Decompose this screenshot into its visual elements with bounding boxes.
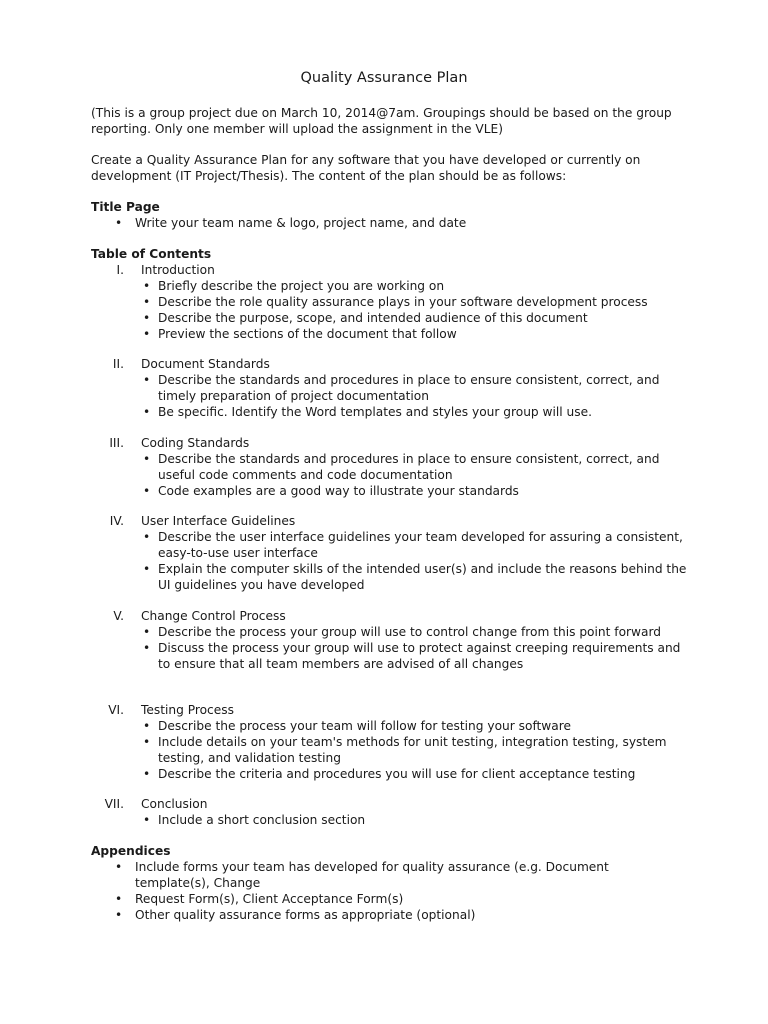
bullet-icon: •	[143, 405, 151, 419]
list-item-text: Other quality assurance forms as appropriate (optional)	[135, 908, 476, 922]
list-item	[91, 278, 688, 294]
list-item-text: Briefly describe the project you are working on	[158, 279, 445, 293]
bullet-icon: •	[115, 860, 123, 874]
toc-section-change-control-process	[91, 608, 691, 672]
list-item	[91, 891, 651, 907]
list-item-text: Describe the standards and procedures in place to ensure consistent, correct, and useful code comments and code documentation	[158, 452, 660, 482]
appendices-heading: Appendices	[91, 844, 171, 858]
bullet-icon: •	[143, 373, 151, 387]
list-item-text: Be specific. Identify the Word templates and styles your group will use.	[158, 405, 592, 419]
section-label: Testing Process	[141, 703, 234, 717]
list-item-text: Include details on your team's methods for unit testing, integration testing, system testing, and validation testing	[158, 735, 667, 765]
bullet-icon: •	[143, 279, 151, 293]
list-item	[91, 326, 688, 342]
section-label: Introduction	[141, 263, 215, 277]
section-number: VI.	[108, 703, 124, 717]
list-item	[91, 404, 688, 420]
list-item	[91, 294, 688, 310]
list-item-text: Describe the role quality assurance plays in your software development process	[158, 295, 648, 309]
bullet-icon: •	[143, 813, 151, 827]
title-page-heading: Title Page	[91, 200, 160, 214]
list-item-text: Describe the user interface guidelines your team developed for assuring a consistent, easy-to-use user interface	[158, 530, 683, 560]
bullet-icon: •	[143, 530, 151, 544]
bullet-icon: •	[115, 892, 123, 906]
list-item-text: Include a short conclusion section	[158, 813, 366, 827]
list-item	[91, 372, 688, 404]
bullet-icon: •	[143, 295, 151, 309]
list-item	[91, 907, 651, 923]
list-item	[91, 766, 688, 782]
toc-section-document-standards	[91, 356, 691, 420]
list-item-text: Describe the process your group will use to control change from this point forward	[158, 625, 662, 639]
list-item	[91, 718, 688, 734]
list-item	[91, 859, 651, 891]
list-item-text: Request Form(s), Client Acceptance Form(s)	[135, 892, 404, 906]
section-label: Conclusion	[141, 797, 208, 811]
list-item-text: Preview the sections of the document that follow	[158, 327, 457, 341]
list-item	[91, 734, 688, 766]
bullet-icon: •	[143, 562, 151, 576]
section-number: V.	[113, 609, 124, 623]
bullet-icon: •	[143, 484, 151, 498]
list-item	[91, 529, 688, 561]
toc-section-introduction	[91, 262, 691, 342]
list-item	[91, 640, 688, 672]
list-item-text: Include forms your team has developed for quality assurance (e.g. Document template(s), Change	[135, 860, 609, 890]
bullet-icon: •	[143, 452, 151, 466]
bullet-icon: •	[115, 216, 123, 230]
section-number: III.	[109, 436, 124, 450]
bullet-icon: •	[143, 767, 151, 781]
list-item	[91, 451, 688, 483]
bullet-icon: •	[143, 327, 151, 341]
bullet-icon: •	[143, 625, 151, 639]
bullet-icon: •	[143, 735, 151, 749]
list-item	[91, 310, 688, 326]
section-number: I.	[116, 263, 124, 277]
list-item-text: Describe the process your team will follow for testing your software	[158, 719, 571, 733]
section-label: Document Standards	[141, 357, 270, 371]
section-label: Coding Standards	[141, 436, 250, 450]
bullet-icon: •	[143, 311, 151, 325]
section-label: Change Control Process	[141, 609, 286, 623]
toc-section-conclusion	[91, 796, 691, 828]
bullet-icon: •	[115, 908, 123, 922]
section-number: II.	[112, 357, 124, 371]
bullet-icon: •	[143, 719, 151, 733]
title-page-list	[91, 215, 681, 231]
toc-heading: Table of Contents	[91, 247, 212, 261]
instructions-paragraph: Create a Quality Assurance Plan for any software that you have developed or currently on development (IT Project/Thesis). The content of the plan should be as follows:	[91, 153, 641, 183]
list-item-text: Describe the standards and procedures in place to ensure consistent, correct, and timely preparation of project documentation	[158, 373, 660, 403]
list-item	[91, 215, 681, 231]
section-number: IV.	[109, 514, 124, 528]
section-number: VII.	[104, 797, 124, 811]
list-item	[91, 561, 688, 593]
section-label: User Interface Guidelines	[141, 514, 296, 528]
bullet-icon: •	[143, 641, 151, 655]
toc-section-user-interface-guidelines	[91, 513, 691, 593]
list-item-text: Describe the criteria and procedures you will use for client acceptance testing	[158, 767, 636, 781]
toc-section-coding-standards	[91, 435, 691, 499]
list-item	[91, 483, 688, 499]
list-item-text: Discuss the process your group will use to protect against creeping requirements and to ensure that all team members are advised of all changes	[158, 641, 681, 671]
list-item-text: Code examples are a good way to illustrate your standards	[158, 484, 519, 498]
page-title: Quality Assurance Plan	[300, 70, 468, 86]
list-item-text: Write your team name & logo, project name, and date	[135, 216, 467, 230]
list-item-text: Explain the computer skills of the intended user(s) and include the reasons behind the UI guidelines you have developed	[158, 562, 687, 592]
list-item	[91, 812, 688, 828]
intro-note: (This is a group project due on March 10, 2014@7am. Groupings should be based on the group reporting. Only one member will upload the assignment in the VLE)	[91, 106, 672, 136]
list-item	[91, 624, 688, 640]
list-item-text: Describe the purpose, scope, and intended audience of this document	[158, 311, 588, 325]
appendices-list	[91, 859, 651, 923]
toc-section-testing-process	[91, 702, 691, 782]
